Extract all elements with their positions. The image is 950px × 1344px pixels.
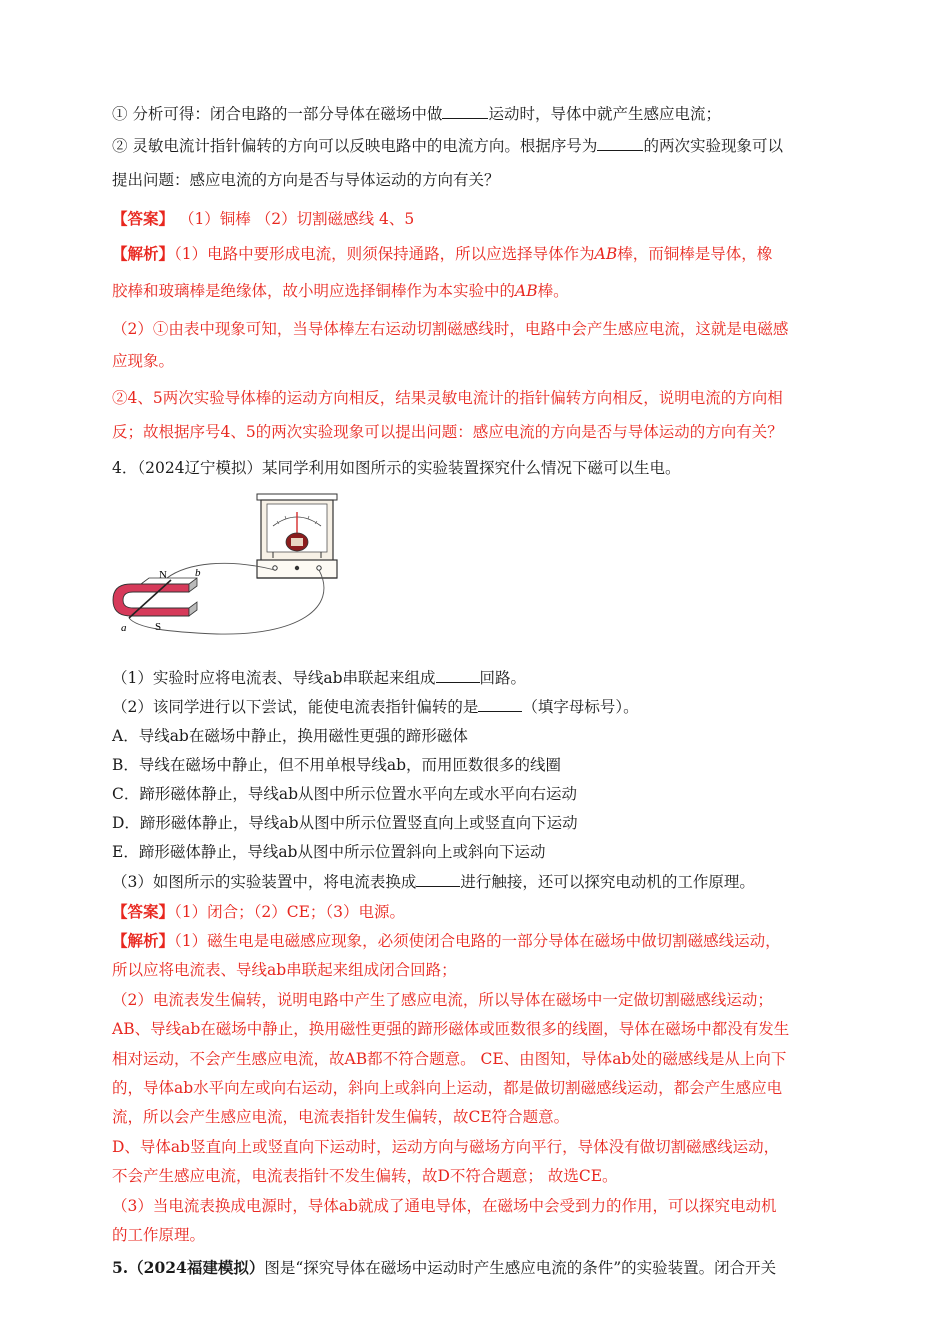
q3-analysis-line-1: 【解析】（1）电路中要形成电流，则须保持通路，所以应选择导体作为AB棒，而铜棒是导体，橡: [112, 244, 773, 263]
answer-blank[interactable]: [478, 697, 522, 712]
q3-question-line: 提出问题：感应电流的方向是否与导体运动的方向有关？: [112, 171, 500, 189]
q4-part-3: （3）如图所示的实验装置中，将电流表换成 进行触接，还可以探究电动机的工作原理。: [112, 873, 755, 891]
q3-analysis-line-5: ②4、5两次实验导体棒的运动方向相反，结果灵敏电流计的指针偏转方向相反，说明电流的方向相: [112, 389, 783, 407]
q4-option-b: B．导线在磁场中静止，但不用单根导线ab，而用匝数很多的线圈: [112, 756, 562, 774]
label-s: S: [155, 621, 162, 633]
answer-blank[interactable]: [442, 104, 488, 119]
q4-stem: 4．（2024辽宁模拟）某同学利用如图所示的实验装置探究什么情况下磁可以生电。: [112, 459, 681, 477]
q4-option-c: C．蹄形磁体静止，导线ab从图中所示位置水平向左或水平向右运动: [112, 785, 578, 803]
q4-answer: [112, 901, 405, 923]
q4-part-2: （2）该同学进行以下尝试，能使电流表指针偏转的是 （填字母标号）。: [112, 698, 639, 716]
q4-analysis-line-4: AB、导线ab在磁场中静止，换用磁性更强的蹄形磁体或匝数很多的线圈，导体在磁场中都没有发生: [112, 1020, 790, 1038]
q3-analysis-line-3: （2）①由表中现象可知，当导体棒左右运动切割磁感线时，电路中会产生感应电流，这就是电磁感: [112, 320, 789, 338]
q3-analysis-line-2: 胶棒和玻璃棒是绝缘体，故小明应选择铜棒作为本实验中的AB棒。: [112, 282, 569, 300]
q3-conclusion-line-2: ② 灵敏电流计指针偏转的方向可以反映电路中的电流方向。根据序号为 的两次实验现象可以: [112, 137, 783, 155]
q4-part-1: （1）实验时应将电流表、导线ab串联起来组成 回路。: [112, 669, 527, 687]
answer-tag: 【答案】: [112, 209, 175, 228]
label-b: b: [195, 567, 201, 579]
horseshoe-magnet: [113, 578, 197, 616]
q4-option-d: D．蹄形磁体静止，导线ab从图中所示位置竖直向上或竖直向下运动: [112, 814, 578, 832]
analysis-tag: 【解析】: [112, 244, 175, 263]
q3-conclusion-line-1: ① 分析可得：闭合电路的一部分导体在磁场中做 运动时，导体中就产生感应电流；: [112, 105, 721, 123]
galvanometer: [257, 494, 337, 578]
answer-blank[interactable]: [436, 668, 480, 683]
q4-analysis-line-9: 不会产生感应电流，电流表指针不发生偏转，故D不符合题意； 故选CE。: [112, 1167, 618, 1185]
label-n: N: [159, 569, 167, 581]
q5-prefix: 5.（2024福建模拟）: [112, 1258, 265, 1277]
q3-analysis-line-6: 反；故根据序号4、5的两次实验现象可以提出问题：感应电流的方向是否与导体运动的方向有关？: [112, 423, 783, 441]
q4-analysis-line-10: （3）当电流表换成电源时，导体ab就成了通电导体，在磁场中会受到力的作用，可以探究电动机: [112, 1197, 777, 1215]
q4-analysis-line-7: 流，所以会产生感应电流，电流表指针发生偏转，故CE符合题意。: [112, 1108, 570, 1126]
q3-answer: [112, 208, 414, 230]
q4-analysis-line-1: 【解析】（1）磁生电是电磁感应现象，必须使闭合电路的一部分导体在磁场中做切割磁感线运动，: [112, 931, 781, 950]
q3-analysis-line-4: 应现象。: [112, 352, 175, 370]
q4-analysis-line-2: 所以应将电流表、导线ab串联起来组成闭合回路；: [112, 961, 457, 979]
q4-option-a: A．导线ab在磁场中静止，换用磁性更强的蹄形磁体: [112, 727, 468, 745]
q4-analysis-line-6: 的，导体ab水平向左或向右运动，斜向上或斜向上运动，都是做切割磁感线运动，都会产生感应电: [112, 1079, 783, 1097]
answer-blank[interactable]: [597, 136, 643, 151]
analysis-tag: 【解析】: [112, 931, 175, 950]
galvanometer-magnet-figure: [107, 488, 367, 636]
answer-text: （1）闭合；（2）CE；（3）电源。: [174, 903, 406, 921]
answer-blank[interactable]: [416, 872, 460, 887]
q4-analysis-line-8: D、导体ab竖直向上或竖直向下运动时，运动方向与磁场方向平行，导体没有做切割磁感线运动，: [112, 1138, 780, 1156]
q4-analysis-line-5: 相对运动，不会产生感应电流，故AB都不符合题意。 CE、由图知，导体ab处的磁感线是从上向下: [112, 1050, 787, 1068]
label-a: a: [121, 622, 127, 634]
q4-option-e: E．蹄形磁体静止，导线ab从图中所示位置斜向上或斜向下运动: [112, 843, 546, 861]
q4-analysis-line-3: （2）电流表发生偏转，说明电路中产生了感应电流，所以导体在磁场中一定做切割磁感线运动；: [112, 991, 773, 1009]
q4-analysis-line-11: 的工作原理。: [112, 1226, 206, 1244]
q5-stem: 5.（2024福建模拟）图是“探究导体在磁场中运动时产生感应电流的条件”的实验装置。闭合开关: [112, 1258, 777, 1277]
answer-text: （1）铜棒 （2）切割磁感线 4、5: [174, 210, 415, 228]
answer-tag: 【答案】: [112, 902, 175, 921]
